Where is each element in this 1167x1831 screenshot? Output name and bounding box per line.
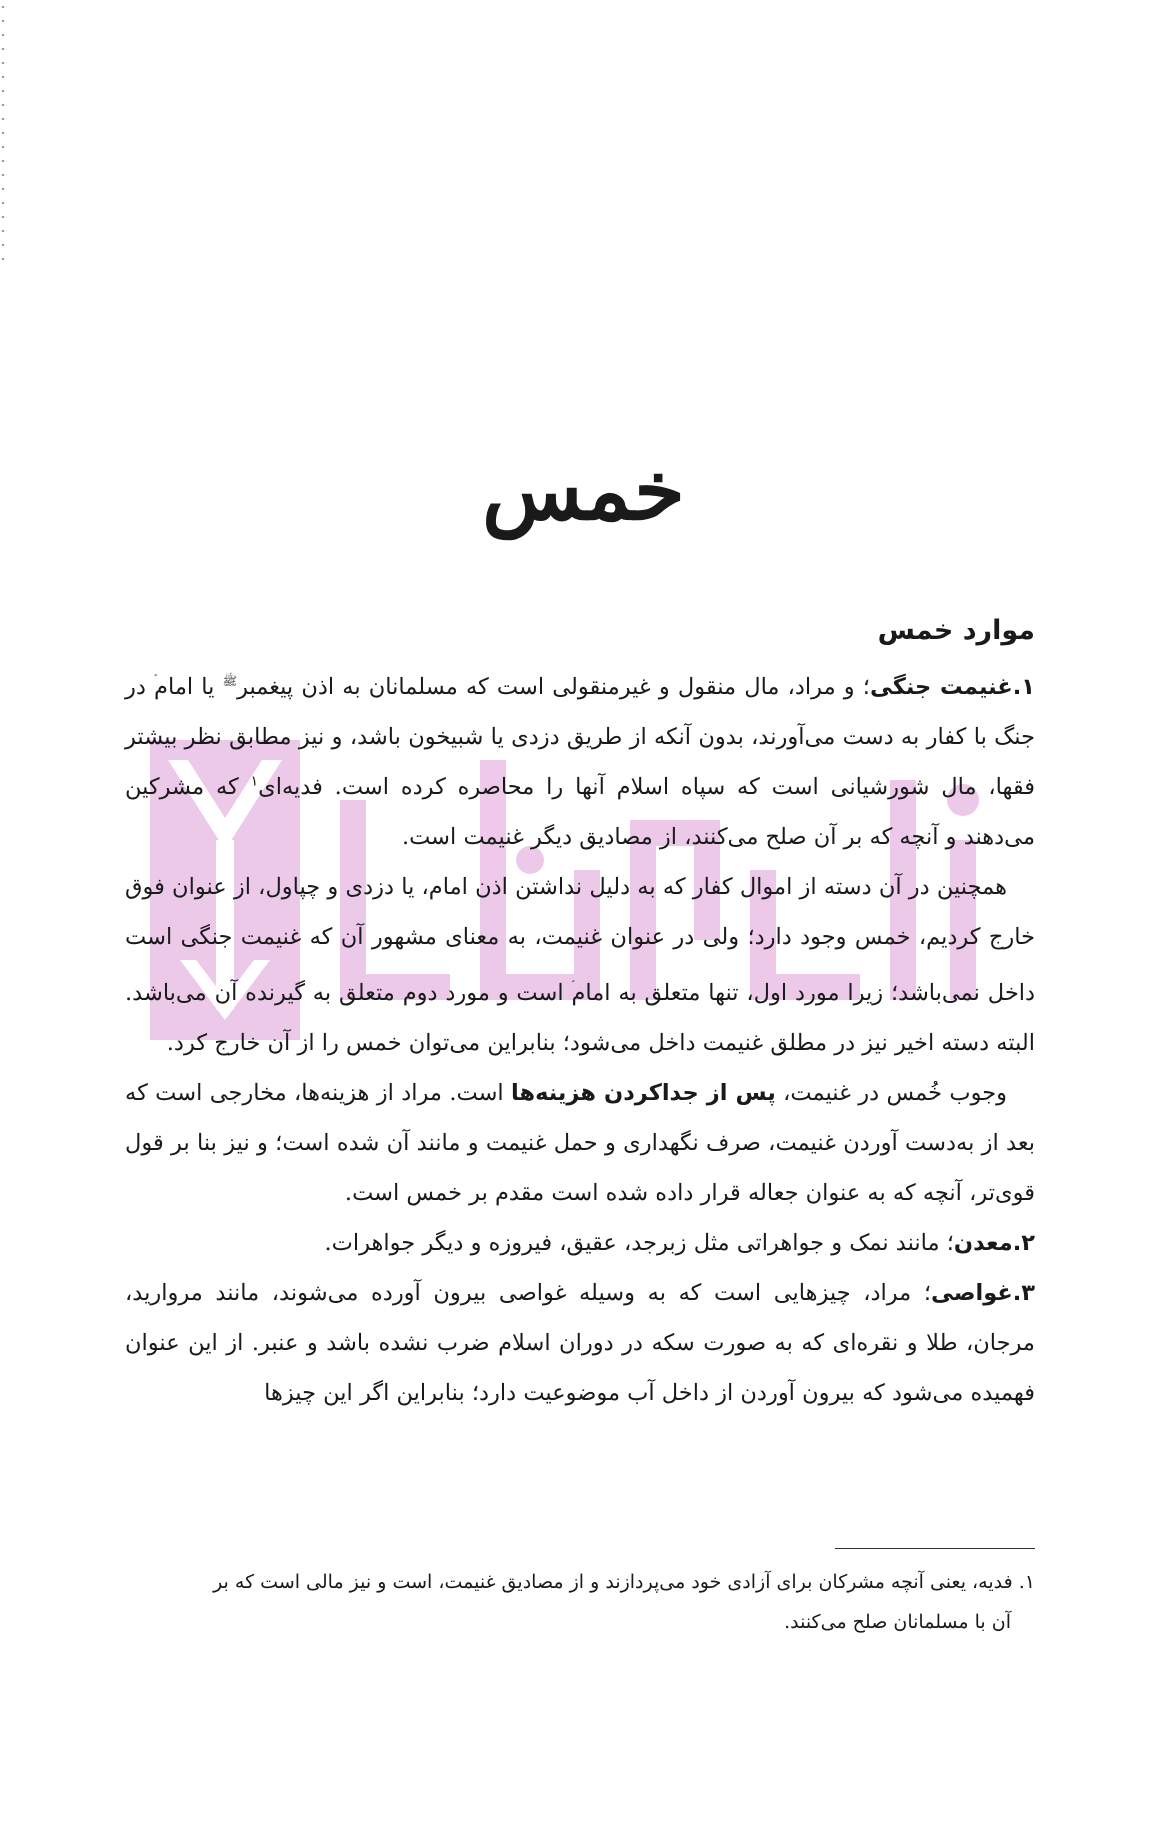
term-after-expenses: پس از جداکردن هزینه‌ها xyxy=(511,1080,776,1106)
paragraph-diving: ۳.غواصی؛ مراد، چیزهایی است که به وسیله غواصی بیرون آورده می‌شوند، مانند مروارید، مرجان، طلا و نقره‌ای که به صورت سکه در دوران اسلام ضرب نشده باشد و عنبر. از این عنوان فهمیده می‌شود که بیرون آوردن از داخل آب موضوعیت دارد؛ بنابراین اگر این چیزها xyxy=(125,1280,1035,1406)
footnote-line-2: آن با مسلمانان صلح می‌کنند. xyxy=(784,1611,1011,1633)
term-war-booty: غنیمت جنگی xyxy=(869,674,1013,700)
paragraph-mine: ۲.معدن؛ مانند نمک و جواهراتی مثل زبرجد، عقیق، فیروزه و دیگر جواهرات. xyxy=(324,1230,1035,1256)
term-mine: معدن xyxy=(953,1230,1013,1256)
chapter-title: خمس xyxy=(482,443,685,539)
footnote-line-1: ۱. فدیه، یعنی آنچه مشرکان برای آزادی خود می‌پردازند و از مصادیق غنیمت، است و نیز مالی است که بر xyxy=(213,1571,1035,1593)
term-diving: غواصی xyxy=(931,1280,1013,1306)
item-number: ۱. xyxy=(1012,674,1035,700)
paragraph-expenses: وجوب خُمس در غنیمت، پس از جداکردن هزینه‌ها است. مراد از هزینه‌ها، مخارجی است که بعد از به‌دست آوردن غنیمت، صرف نگهداری و حمل غنیمت و مانند آن شده است؛ و نیز بنا بر قول قوی‌تر، آنچه که به عنوان جعاله قرار داده شده است مقدم بر خمس است. xyxy=(125,1080,1035,1206)
section-heading: موارد خمس xyxy=(877,615,1035,646)
page-edge-marks xyxy=(0,0,6,260)
item-number: ۳. xyxy=(1012,1280,1035,1306)
footnote-divider xyxy=(835,1548,1035,1549)
paragraph-war-booty: ۱.غنیمت جنگی؛ و مراد، مال منقول و غیرمنقولی است که مسلمانان به اذن پیغمبر$^ﷺ$ یا امام در جنگ با کفار به دست می‌آورند، بدون آنکه از طریق دزدی یا شبیخون باشد، و نیز مطابق نظر بیشتر فقها، مال شورشیانی است که سپاه اسلام آنها را محاصره کرده است. فدیه‌ای$^۱$ که مشرکین می‌دهند و آنچه که بر آن صلح می‌کنند، از مصادیق دیگر غنیمت است. xyxy=(125,674,1035,850)
body-text xyxy=(125,606,1035,1418)
footnote-ref[interactable]: ۱ xyxy=(250,773,259,790)
item-number: ۲. xyxy=(1012,1230,1035,1256)
footnote xyxy=(125,1562,1035,1642)
paragraph-excluded-property: همچنین در آن دسته از اموال کفار که به دلیل نداشتن اذن امام، یا دزدی و چپاول، از عنوان فوق خارج کردیم، خمس وجود دارد؛ ولی در عنوان غنیمت، به معنای مشهور آن که غنیمت جنگی است داخل نمی‌باشد؛ زیرا مورد اول، تنها متعلق به امام است و مورد دوم متعلق به گیرنده آن می‌باشد. البته دسته اخیر نیز در مطلق غنیمت داخل می‌شود؛ بنابراین می‌توان خمس را از آن خارج کرد. xyxy=(125,874,1035,1056)
honorific-prophet: ﷺ xyxy=(222,674,238,688)
